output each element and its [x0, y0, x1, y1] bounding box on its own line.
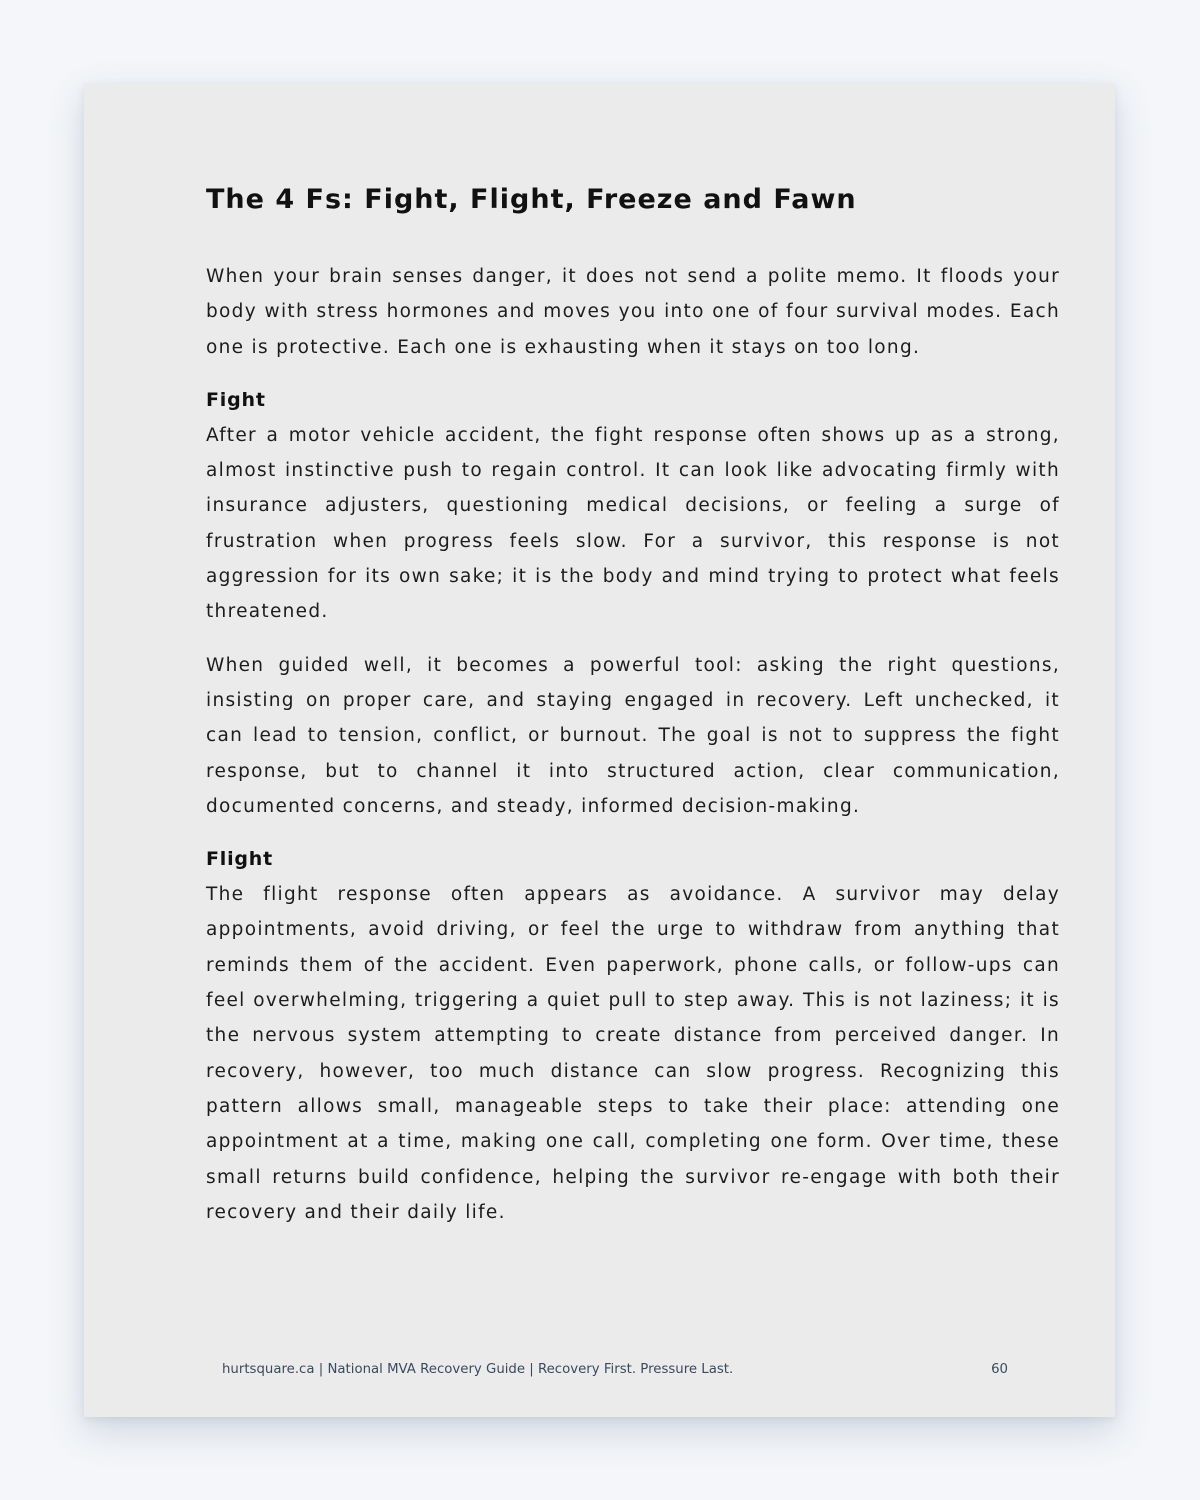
section-heading-flight: Flight	[206, 848, 274, 871]
fight-paragraph-1: After a motor vehicle accident, the fight response often shows up as a strong, almost instinctive push to regain control. It can look like advocating firmly with insurance adjusters, questioning medical decisions, or feeling a surge of frustration when progress feels slow. For a survivor, this response is not aggression for its own sake; it is the body and mind trying to protect what feels threatened.	[206, 424, 1060, 623]
page-number: 60	[991, 1362, 1008, 1377]
document-page	[84, 83, 1115, 1417]
flight-paragraph-1: The flight response often appears as avoidance. A survivor may delay appointments, avoid driving, or feel the urge to withdraw from anything that reminds them of the accident. Even paperwork, phone calls, or follow-ups can feel overwhelming, triggering a quiet pull to step away. This is not laziness; it is the nervous system attempting to create distance from perceived danger. In recovery, however, too much distance can slow progress. Recognizing this pattern allows small, manageable steps to take their place: attending one appointment at a time, making one call, completing one form. Over time, these small returns build confidence, helping the survivor re-engage with both their recovery and their daily life.	[206, 884, 1060, 1223]
page-footer	[222, 1361, 1008, 1379]
footer-text: hurtsquare.ca | National MVA Recovery Guide | Recovery First. Pressure Last.	[222, 1362, 734, 1377]
intro-paragraph: When your brain senses danger, it does not send a polite memo. It floods your body with stress hormones and moves you into one of four survival modes. Each one is protective. Each one is exhausting when it stays on too long.	[206, 266, 1060, 358]
page-content	[206, 180, 1060, 1230]
fight-paragraph-2: When guided well, it becomes a powerful tool: asking the right questions, insisting on proper care, and staying engaged in recovery. Left unchecked, it can lead to tension, conflict, or burnout. The goal is not to suppress the fight response, but to channel it into structured action, clear communication, documented concerns, and steady, informed decision-making.	[206, 654, 1060, 817]
section-heading-fight: Fight	[206, 388, 266, 411]
page-title: The 4 Fs: Fight, Flight, Freeze and Fawn	[206, 184, 857, 215]
